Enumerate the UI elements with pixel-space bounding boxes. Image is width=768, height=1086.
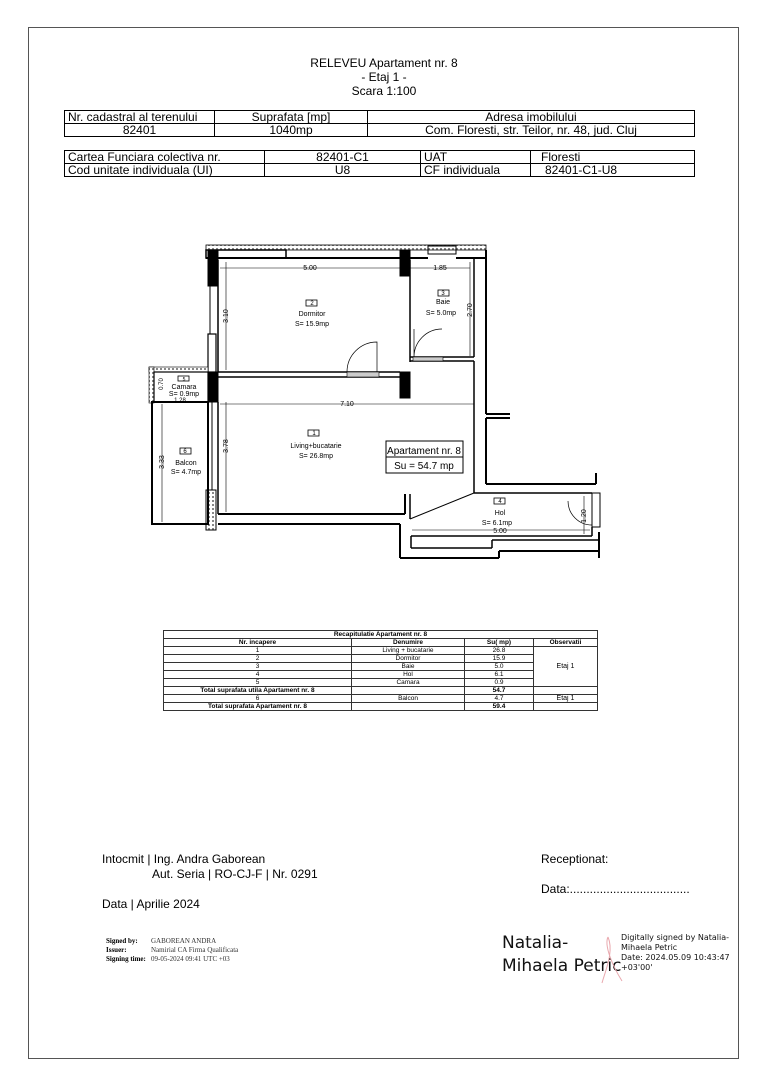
- dim-living-width: 7.10: [340, 401, 354, 408]
- signer-name-line1: Natalia-: [502, 933, 569, 953]
- recap-header-nr: Nr. incapere: [164, 639, 352, 647]
- dim-baie-width: 1.85: [433, 265, 447, 272]
- recap-cell-su: 26.8: [465, 647, 534, 655]
- room-5-name: Camara: [171, 384, 197, 391]
- recap-cell-nr: 5: [164, 679, 352, 687]
- signed-by-label: Signed by:: [106, 937, 138, 945]
- dim-living-height: 3.78: [223, 439, 230, 453]
- recap-empty-cell: [352, 687, 465, 695]
- room-6-nr: 6: [183, 449, 187, 455]
- recap-row: [164, 663, 598, 671]
- room-3-name: Baie: [435, 299, 451, 306]
- dim-dormitor-height: 3.10: [223, 309, 230, 323]
- room-5-area: S= 0.9mp: [168, 391, 200, 398]
- recap-cell-name: Living + bucatarie: [352, 647, 465, 655]
- recap-cell-nr: 6: [164, 695, 352, 703]
- issuer-value: Namirial CA Firma Qualificata: [151, 946, 239, 954]
- land-header-address: Adresa imobilului: [368, 111, 695, 124]
- land-header-cadastral: Nr. cadastral al terenului: [65, 111, 215, 124]
- room-6-name: Balcon: [175, 460, 197, 467]
- land-area-value: 1040mp: [215, 124, 368, 137]
- dim-dormitor-width: 5.00: [303, 265, 317, 272]
- room-2-name: Dormitor: [298, 311, 326, 318]
- land-address-value: Com. Floresti, str. Teilor, nr. 48, jud. Cluj: [368, 124, 695, 137]
- signature-block-1: [106, 937, 238, 964]
- digital-sig-line2: Mihaela Petric: [621, 943, 678, 952]
- land-cadastral-value: 82401: [65, 124, 215, 137]
- dim-baie-height: 2.70: [467, 303, 474, 317]
- floor-label: - Etaj 1 -: [361, 70, 407, 84]
- recap-cell-obs: Etaj 1: [534, 695, 598, 703]
- date-line: Data | Aprilie 2024: [102, 897, 200, 911]
- author-line: Intocmit | Ing. Andra Gaborean: [102, 852, 266, 866]
- room-5-nr: 5: [182, 377, 186, 383]
- dim-balcon-height: 3.33: [159, 455, 166, 469]
- recap-obs-group1: Etaj 1: [534, 647, 598, 687]
- recap-cell-name: Dormitor: [352, 655, 465, 663]
- recap-empty-cell: [534, 703, 598, 711]
- signing-time-value: 09-05-2024 09:41 UTC +03: [151, 955, 230, 963]
- recap-row: [164, 647, 598, 655]
- digital-signature-info: [621, 933, 730, 973]
- recap-total-util-row: [164, 687, 598, 695]
- recap-cell-name: Hol: [352, 671, 465, 679]
- recap-cell-nr: 1: [164, 647, 352, 655]
- digital-sig-line3: Date: 2024.05.09 10:43:47: [621, 953, 730, 962]
- authorization-line: Aut. Seria | RO-CJ-F | Nr. 0291: [152, 867, 318, 881]
- recap-cell-name: Camara: [352, 679, 465, 687]
- recap-total-util-label: Total suprafata utila Apartament nr. 8: [164, 687, 352, 695]
- recap-total-row: [164, 703, 598, 711]
- room-3-nr: 3: [441, 291, 445, 297]
- summary-box-title: Apartament nr. 8: [387, 446, 461, 457]
- recap-cell-name: Baie: [352, 663, 465, 671]
- recap-row: [164, 695, 598, 703]
- cf-individuala-value: 82401-C1-U8: [531, 164, 695, 177]
- recap-cell-su: 0.9: [465, 679, 534, 687]
- recap-header-obs: Observatii: [534, 639, 598, 647]
- recap-row: [164, 679, 598, 687]
- received-date: Data:....................................: [541, 882, 690, 896]
- ui-code-label: Cod unitate individuala (UI): [65, 164, 265, 177]
- uat-value: Floresti: [531, 151, 695, 164]
- recap-total-label: Total suprafata Apartament nr. 8: [164, 703, 352, 711]
- dim-hol-height: 1.20: [581, 509, 588, 523]
- room-1-nr: 1: [312, 431, 316, 437]
- room-3-area: S= 5.0mp: [425, 310, 457, 317]
- signer-name-line2: Mihaela Petric: [502, 956, 622, 976]
- received-label: Receptionat:: [541, 852, 609, 866]
- issuer-label: Issuer:: [106, 946, 127, 954]
- ui-code-value: U8: [265, 164, 421, 177]
- recap-cell-nr: 2: [164, 655, 352, 663]
- digital-sig-line1: Digitally signed by Natalia-: [621, 933, 730, 942]
- recap-cell-nr: 4: [164, 671, 352, 679]
- room-4-nr: 4: [498, 499, 502, 505]
- room-2-nr: 2: [310, 301, 314, 307]
- recap-header-name: Denumire: [352, 639, 465, 647]
- recap-cell-su: 5.0: [465, 663, 534, 671]
- recap-cell-name: Balcon: [352, 695, 465, 703]
- room-4-name: Hol: [494, 510, 506, 517]
- recap-cell-nr: 3: [164, 663, 352, 671]
- dim-hol-width: 5.00: [493, 528, 507, 535]
- room-1-name: Living+bucatarie: [290, 443, 342, 450]
- dim-camara-height: 0.70: [159, 378, 165, 390]
- uat-label: UAT: [421, 151, 531, 164]
- document-title: RELEVEU Apartament nr. 8: [310, 56, 458, 70]
- recap-empty-cell: [352, 703, 465, 711]
- summary-box-su: Su = 54.7 mp: [394, 461, 454, 472]
- recap-total-value: 59.4: [465, 703, 534, 711]
- recap-header-su: Su( mp): [465, 639, 534, 647]
- recap-cell-su: 6.1: [465, 671, 534, 679]
- recap-table: [163, 630, 598, 711]
- signing-time-label: Signing time:: [106, 955, 146, 963]
- digital-sig-line4: +03'00': [621, 963, 653, 972]
- recap-total-util-value: 54.7: [465, 687, 534, 695]
- signed-by-value: GABOREAN ANDRA: [151, 937, 217, 945]
- recap-row: [164, 655, 598, 663]
- recap-empty-cell: [534, 687, 598, 695]
- cf-colectiva-value: 82401-C1: [265, 151, 421, 164]
- cf-colectiva-label: Cartea Funciara colectiva nr.: [65, 151, 265, 164]
- dim-camara-width: 1.28: [174, 398, 186, 404]
- recap-cell-su: 15.9: [465, 655, 534, 663]
- cf-individuala-label: CF individuala: [421, 164, 531, 177]
- room-1-area: S= 26.8mp: [298, 453, 334, 460]
- scale-label: Scara 1:100: [351, 84, 417, 98]
- room-2-area: S= 15.9mp: [294, 321, 330, 328]
- recap-row: [164, 671, 598, 679]
- recap-title: Recapitulatie Apartament nr. 8: [164, 631, 598, 639]
- land-header-area: Suprafata [mp]: [215, 111, 368, 124]
- recap-cell-su: 4.7: [465, 695, 534, 703]
- room-4-area: S= 6.1mp: [481, 520, 513, 527]
- room-6-area: S= 4.7mp: [170, 469, 202, 476]
